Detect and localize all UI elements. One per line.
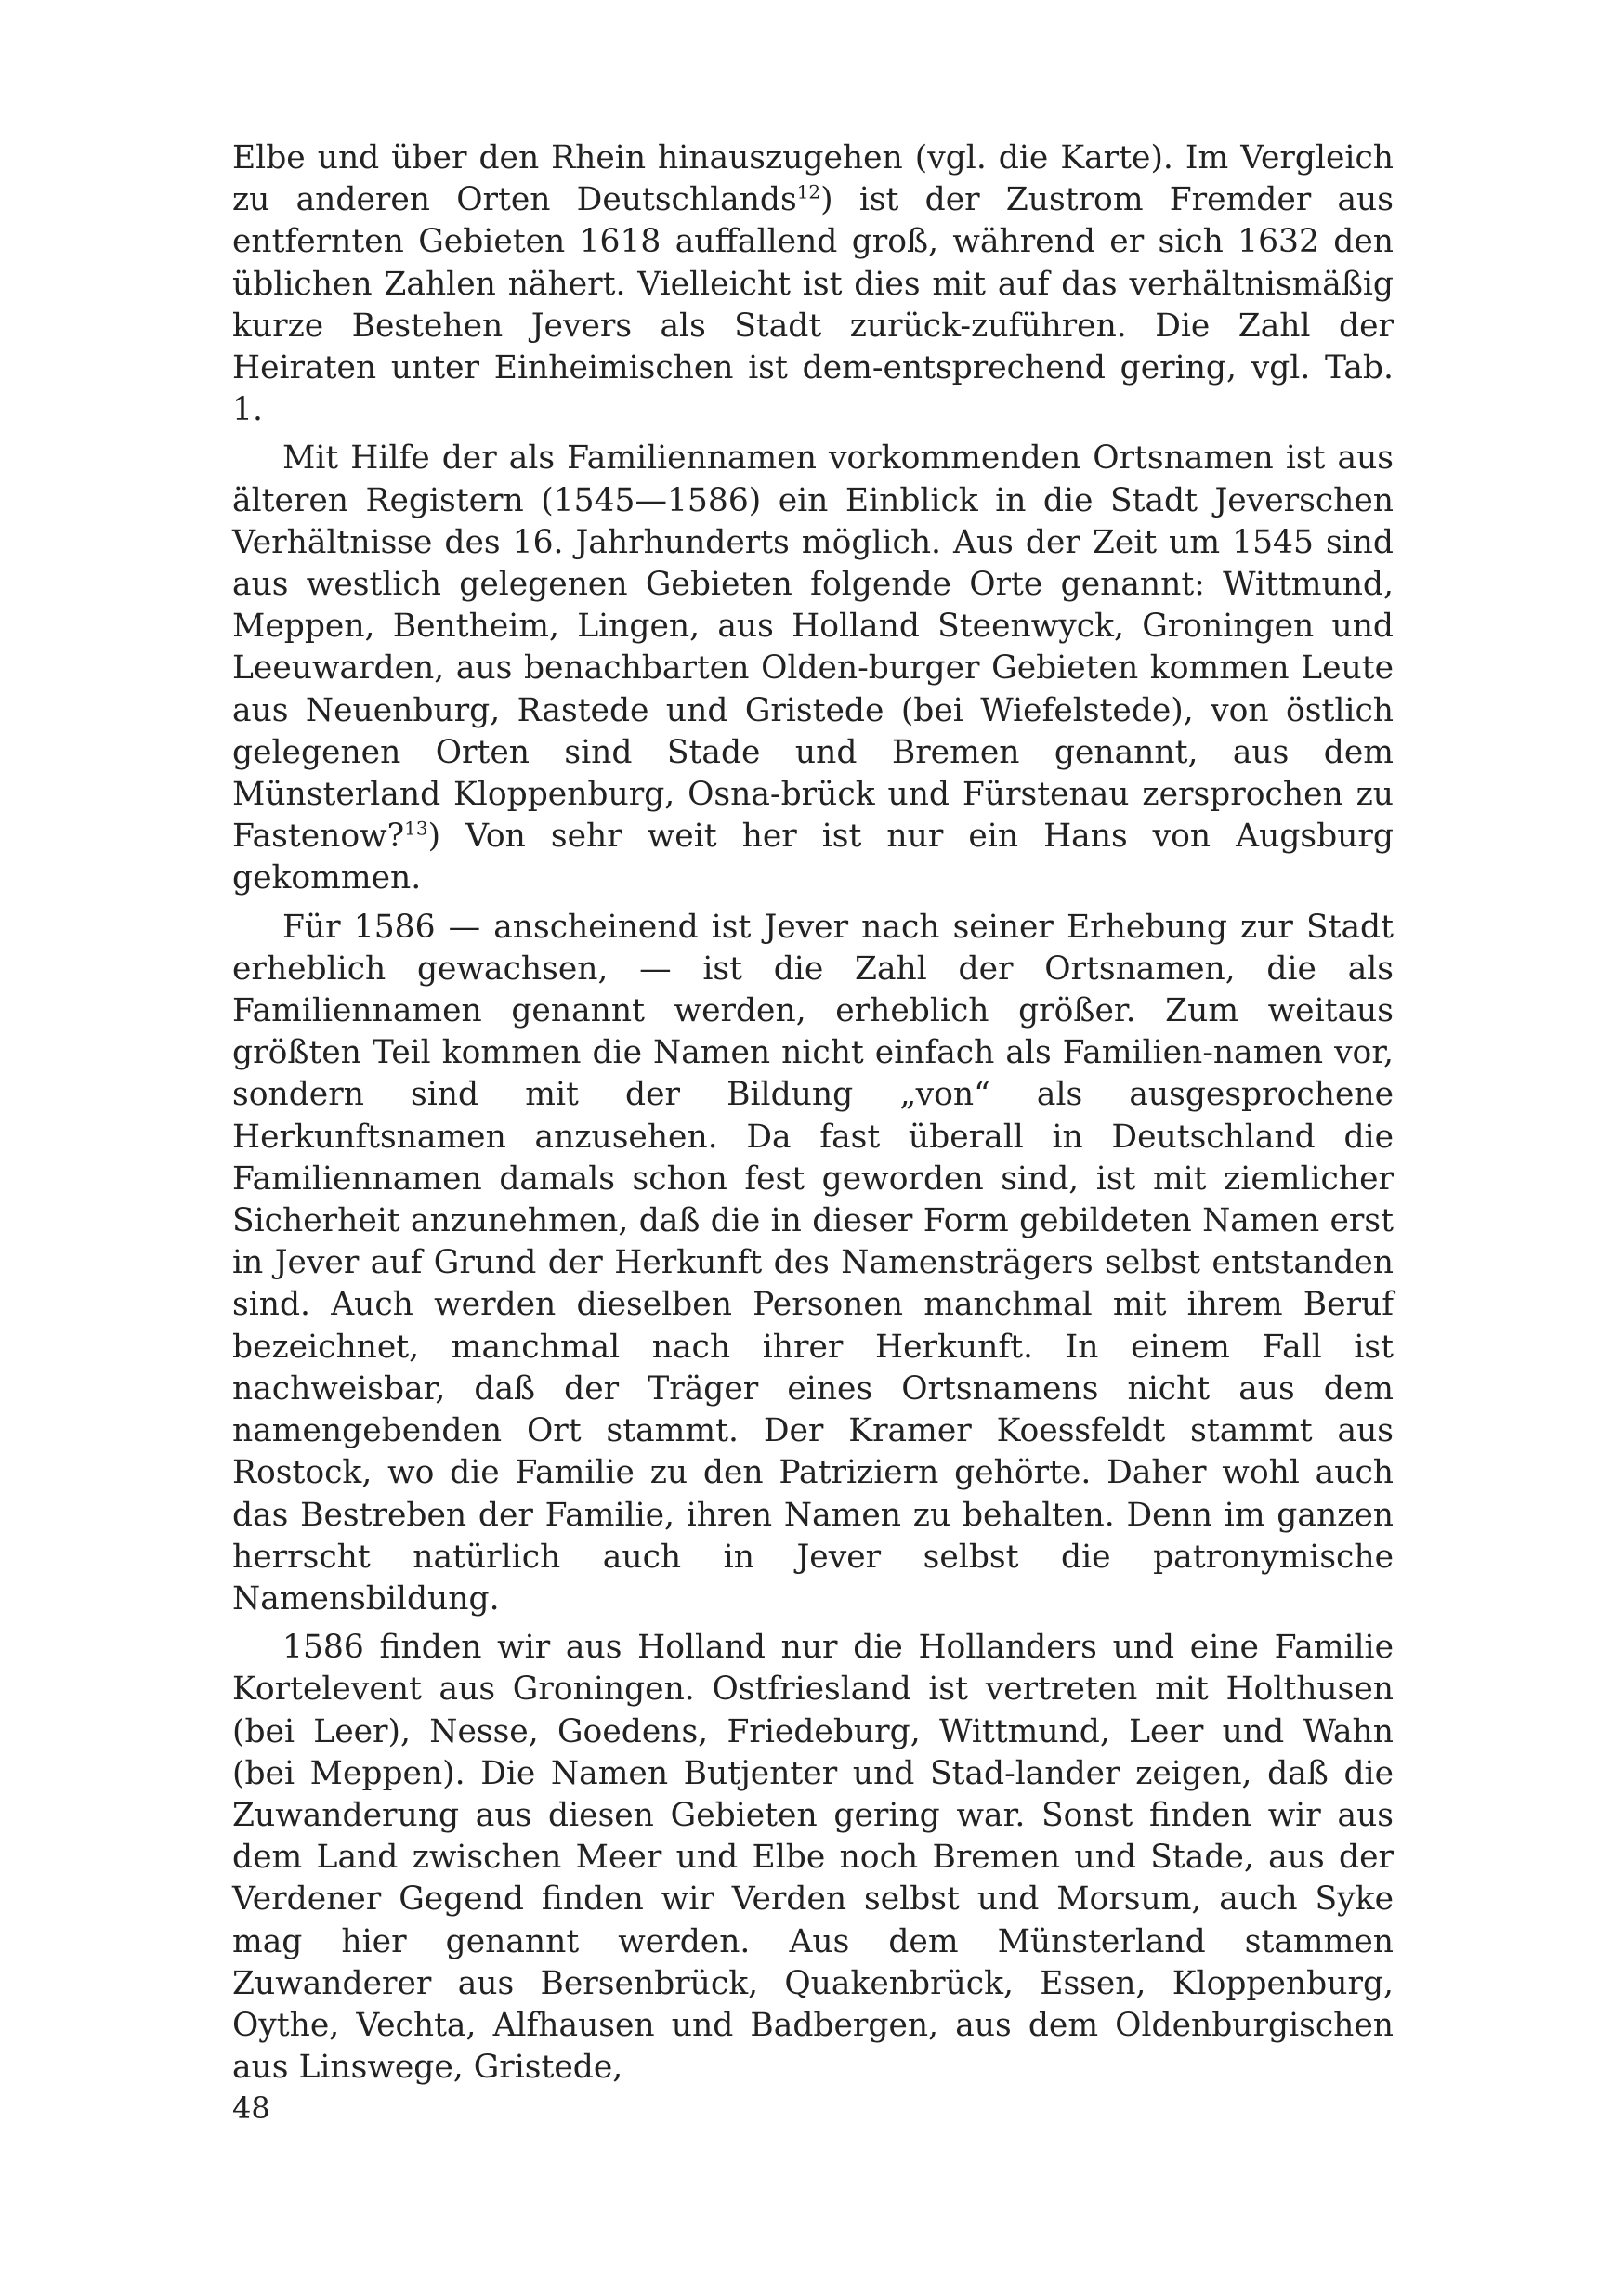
paragraph-4	[232, 1627, 1394, 2089]
paragraph-2-text-a: Mit Hilfe der als Familiennamen vorkommenden Ortsnamen ist aus älteren Registern (1545—1586) ein Einblick in die Stadt Jeverschen Verhältnisse des 16. Jahrhunderts möglich. Aus der Zeit um 1545 sind aus westlich gelegenen Gebieten folgende Orte genannt: Wittmund, Meppen, Bentheim, Lingen, aus Holland Steenwyck, Groningen und Leeuwarden, aus benachbarten Olden-burger Gebieten kommen Leute aus Neuenburg, Rastede und Gristede (bei Wiefelstede), von östlich gelegenen Orten sind Stade und Bremen genannt, aus dem Münsterland Kloppenburg, Osna-brück und Fürstenau zersprochen zu Fastenow?	[232, 439, 1394, 856]
paragraph-3	[232, 907, 1394, 1620]
paragraph-2-text-b: ) Von sehr weit her ist nur ein Hans von Augsburg gekommen.	[232, 818, 1394, 898]
paragraph-1-text-b: ) ist der Zustrom Fremder aus entfernten Gebieten 1618 auffallend groß, während er sich 1632 den üblichen Zahlen nähert. Vielleicht ist dies mit auf das verhältnismäßig kurze Bestehen Jevers als Stadt zurück-zuführen. Die Zahl der Heiraten unter Einheimischen ist dem-entsprechend gering, vgl. Tab. 1.	[232, 181, 1394, 429]
footnote-ref-13: 13	[404, 817, 428, 840]
footnote-ref-12: 12	[796, 180, 821, 203]
paragraph-4-text: 1586 finden wir aus Holland nur die Hollanders und eine Familie Kortelevent aus Groningen. Ostfriesland ist vertreten mit Holthusen (bei Leer), Nesse, Goedens, Friedeburg, Wittmund, Leer und Wahn (bei Meppen). Die Namen Butjenter und Stad-lander zeigen, daß die Zuwanderung aus diesen Gebieten gering war. Sonst finden wir aus dem Land zwischen Meer und Elbe noch Bremen und Stade, aus der Verdener Gegend finden wir Verden selbst und Morsum, auch Syke mag hier genannt werden. Aus dem Münsterland stammen Zuwanderer aus Bersenbrück, Quakenbrück, Essen, Kloppenburg, Oythe, Vechta, Alfhausen und Badbergen, aus dem Oldenburgischen aus Linswege, Gristede,	[232, 1629, 1394, 2087]
page-number: 48	[232, 2090, 270, 2126]
body-text	[232, 138, 1394, 2095]
paragraph-1-text-a: Elbe und über den Rhein hinauszugehen (vgl. die Karte). Im Vergleich zu anderen Orten Deutschlands	[232, 139, 1394, 219]
paragraph-1	[232, 138, 1394, 431]
paragraph-3-text: Für 1586 — anscheinend ist Jever nach seiner Erhebung zur Stadt erheblich gewachsen, — ist die Zahl der Ortsnamen, die als Familiennamen genannt werden, erheblich größer. Zum weitaus größten Teil kommen die Namen nicht einfach als Familien-namen vor, sondern sind mit der Bildung „von“ als ausgesprochene Herkunftsnamen anzusehen. Da fast überall in Deutschland die Familiennamen damals schon fest geworden sind, ist mit ziemlicher Sicherheit anzunehmen, daß die in dieser Form gebildeten Namen erst in Jever auf Grund der Herkunft des Namensträgers selbst entstanden sind. Auch werden dieselben Personen manchmal mit ihrem Beruf bezeichnet, manchmal nach ihrer Herkunft. In einem Fall ist nachweisbar, daß der Träger eines Ortsnamens nicht aus dem namengebenden Ort stammt. Der Kramer Koessfeldt stammt aus Rostock, wo die Familie zu den Patriziern gehörte. Daher wohl auch das Bestreben der Familie, ihren Namen zu behalten. Denn im ganzen herrscht natürlich auch in Jever selbst die patronymische Namensbildung.	[232, 908, 1394, 1618]
paragraph-2	[232, 438, 1394, 899]
